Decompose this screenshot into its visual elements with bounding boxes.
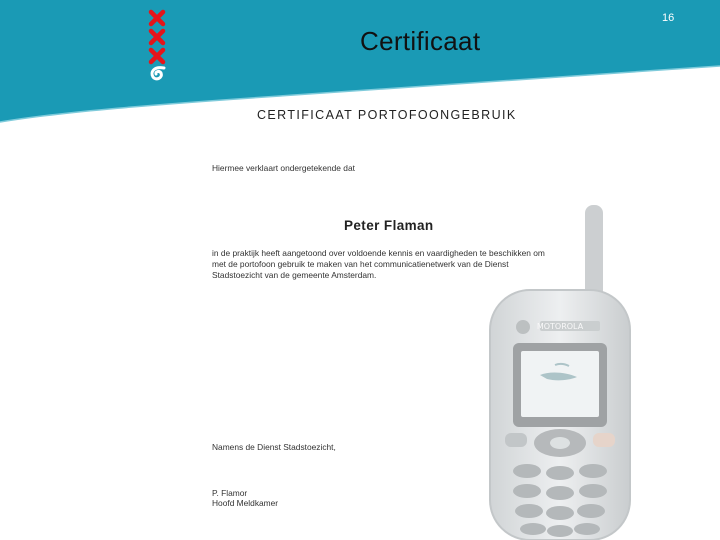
- on-behalf-line: Namens de Dienst Stadstoezicht,: [212, 442, 336, 452]
- recipient-name: Peter Flaman: [344, 218, 434, 233]
- header-band: [0, 0, 720, 125]
- certificate-heading: CERTIFICAAT PORTOFOONGEBRUIK: [257, 108, 517, 122]
- phone-brand: MOTOROLA: [536, 322, 584, 331]
- signatory-title: Hoofd Meldkamer: [212, 498, 279, 508]
- page-number: 16: [662, 12, 675, 24]
- certificate-intro: Hiermee verklaart ondergetekende dat: [212, 163, 355, 173]
- amsterdam-xxx-logo-icon: [142, 6, 172, 82]
- slide-title: Certificaat: [360, 26, 481, 56]
- signatory-name: P. Flamor: [212, 488, 248, 498]
- certificate-body: in de praktijk heeft aangetoond over voldoende kennis en vaardigheden te beschikken om met de portofoon gebruik te maken van het communicatienetwerk van de Dienst Stadstoezicht van de gemeente Amsterdam.: [212, 248, 545, 280]
